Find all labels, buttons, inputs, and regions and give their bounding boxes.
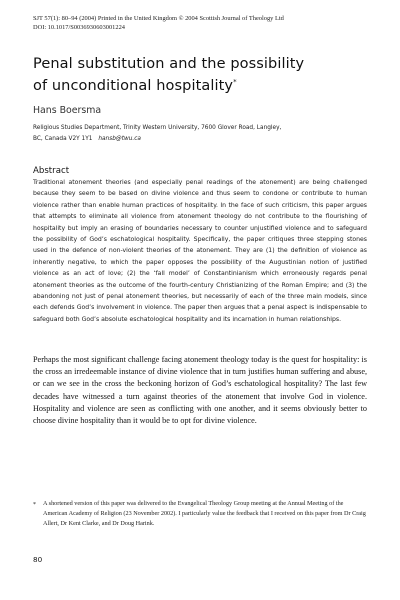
- title-line-1: Penal substitution and the possibility: [33, 56, 305, 72]
- body-paragraph: Perhaps the most significant challenge facing atonement theology today is the quest for hospitality: is the cross an irredeemable instance of divine violence that in turn justifies human suffering and abuse, or can we see in the cross the beckoning horizon of God’s eschatological hospitality? The last few decades have witnessed a turn against theories of the atonement that involve God in violence. Hospitality and violence are seen as conflicting with one another, and it seems obviously better to choose divine hospitality than it would be to opt for divine violence.: [33, 355, 367, 426]
- page-number: 80: [33, 555, 43, 564]
- title-line-2-text: of unconditional hospitality: [33, 77, 234, 94]
- author-affiliation: [33, 123, 363, 145]
- affiliation-line-2: [33, 134, 363, 145]
- abstract-text: Traditional atonement theories (and especially penal readings of the atonement) are being challenged because they seem to be based on divine violence and thus seem to condone or contribute to human violence rather than enable human practices of hospitality. In the face of such criticism, this paper argues that attempts to eliminate all violence from atonement theology do not contribute to the flourishing of hospitality but imply an erasing of boundaries necessary to counter unjustified violence and to safeguard the possibility of God’s eschatological hospitality. Specifically, the paper critiques three stepping stones used in the defence of non-violent theories of the atonement. They are (1) the definition of violence as inherently negative, to which the paper opposes the possibility of the Augustinian notion of justified violence as an act of love; (2) the ‘fall model’ of Constantinianism which erroneously regards penal atonement theories as the outcome of the fourth-century Christianizing of the Roman Empire; and (3) the abandoning not just of penal atonement theories, but necessarily of each of the three main models, since each defends God’s involvement in violence. The paper then argues that a penal aspect is indispensable to safeguard both God’s absolute eschatological hospitality and its incarnation in human relationships.: [33, 179, 367, 323]
- article-title: [33, 55, 363, 95]
- email-link[interactable]: hansb@twu.ca: [98, 136, 141, 142]
- title-footnote-marker: *: [233, 78, 237, 86]
- affiliation-address: BC, Canada V2Y 1Y1: [33, 136, 93, 142]
- doi: DOI: 10.1017/S0036930603001224: [33, 24, 125, 31]
- footnote-text: A shortened version of this paper was delivered to the Evangelical Theology Group meeting at the Annual Meeting of the American Academy of Religion (23 November 2002). I particularly value the feedback that I received on this paper from Dr Craig Allert, Dr Kent Clarke, and Dr Doug Harink.: [43, 500, 366, 527]
- journal-meta: [33, 14, 373, 32]
- journal-citation: SJT 57(1): 80–94 (2004) Printed in the United Kingdom © 2004 Scottish Journal of Theology Ltd: [33, 15, 284, 22]
- affiliation-line-1: Religious Studies Department, Trinity Western University, 7600 Glover Road, Langley,: [33, 125, 282, 131]
- footnote: [33, 499, 367, 529]
- footnote-marker: *: [33, 502, 36, 508]
- title-line-2: [33, 73, 363, 95]
- abstract-heading: Abstract: [33, 166, 70, 176]
- author-name: Hans Boersma: [33, 105, 102, 116]
